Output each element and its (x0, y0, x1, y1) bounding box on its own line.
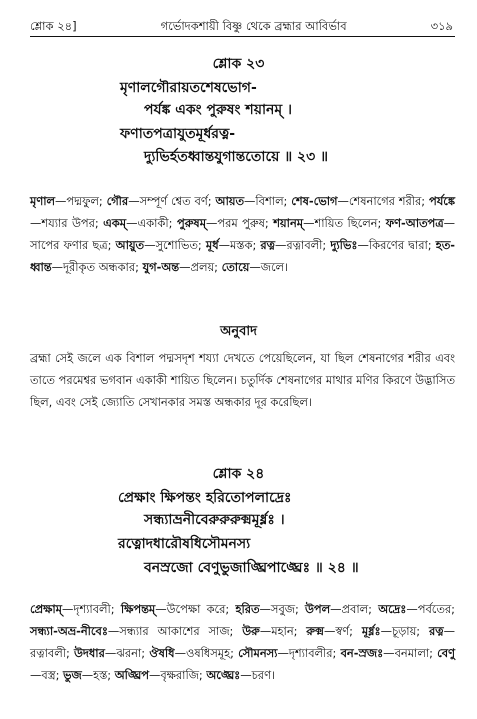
synonyms-24: প্রেক্ষাম্—দৃশ্যাবলী; ক্ষিপন্তম্—উপেক্ষা করে; হরিত—সবুজ; উপল—প্রবাল; অদ্রেঃ—পর্বতের; সন্ধ্যা-অভ্র-নীবেঃ—সন্ধ্যার আকাশের সাজ; উরু—মহান; রুক্ম—স্বর্ণ; মূর্ধ্নঃ—চূড়ায়; রত্ন—রত্নাবলী; উদধার—ঝরনা; ঔষধি—ওষধিসমূহ; সৌমনস্য—দৃশ্যাবলীর; বন-স্রজঃ—বনমালা; বেণু—বস্ত্র; ভুজ—হস্ত; অঙ্ঘ্রিপ—বৃক্ষরাজি; অঙ্ঘ্রেঃ—চরণ। (30, 602, 456, 682)
synonym-word: মূর্ধ (205, 238, 219, 252)
synonym-meaning: বৃক্ষরাজি; (160, 668, 207, 682)
synonym-meaning: রত্নাবলী; (30, 646, 75, 660)
translation-heading: অনুবাদ (220, 324, 257, 339)
synonym-meaning: সাপের ফণার ছত্র; (30, 238, 116, 252)
page-header (30, 18, 453, 37)
synonym-word: রুক্ম (306, 624, 324, 638)
synonym-word: বেণু (437, 646, 456, 660)
synonym-word: অঙ্ঘ্রেঃ (206, 668, 241, 682)
synonym-word: যুগ-অন্ত (142, 260, 180, 274)
verse-24-line-3: রত্নোদধারৌষধিসৌমনস্য (118, 536, 251, 552)
synonym-word: মূর্ধ্নঃ (361, 624, 381, 638)
synonym-meaning: চরণ। (251, 668, 276, 682)
synonym-meaning: পর্বতের; (417, 602, 456, 616)
synonym-word: দ্যুভিঃ (330, 238, 358, 252)
header-chapter-title: গর্ভোদকশায়ী বিষ্ণু থেকে ব্রহ্মার আবির্ভাব (160, 19, 347, 33)
verse-23-line-2: পর্যঙ্ক একং পুরুষং শয়ানম্ । (144, 102, 293, 118)
synonym-meaning: হস্ত; (93, 668, 115, 682)
synonym-meaning: বস্ত্র; (41, 668, 64, 682)
synonym-meaning: একাকী; (137, 216, 177, 230)
synonym-meaning: পরম পুরুষ; (217, 216, 274, 230)
synonym-meaning: ঝরনা; (116, 646, 150, 660)
synonym-meaning: উপেক্ষা করে; (166, 602, 236, 616)
synonym-word: আয়ত (215, 194, 245, 208)
synonym-word: সন্ধ্যা-অভ্র-নীবেঃ (30, 624, 108, 638)
synonym-word: গৌর (106, 194, 129, 208)
synonym-meaning: বিশাল; (255, 194, 292, 208)
synonym-meaning: প্রবাল; (341, 602, 379, 616)
verse-24-line-2: সন্ধ্যাভ্রনীবেরুরুরুক্মমূর্ধ্নঃ । (144, 512, 285, 528)
synonym-word: হরিত (235, 602, 260, 616)
synonym-meaning: দৃশ্যাবলীর; (288, 646, 341, 660)
synonym-word: উপল (305, 602, 331, 616)
synonym-meaning: মস্তক; (229, 238, 261, 252)
synonym-word: রত্ন (260, 238, 276, 252)
synonym-word: অঙ্ঘ্রিপ (114, 668, 149, 682)
verse-23-line-4: দ্যুভির্হতধ্বান্তযুগান্ততোয়ে ॥ ২৩ ॥ (144, 149, 328, 165)
synonym-meaning: সুশোভিত; (155, 238, 206, 252)
verse-24-line-1: প্রেক্ষাং ক্ষিপন্তং হরিতোপলাদ্রেঃ (118, 490, 292, 506)
synonym-word: অদ্রেঃ (378, 602, 407, 616)
synonym-meaning: সম্পূর্ণ শ্বেত বর্ণ; (139, 194, 216, 208)
synonym-word: ফণ-আতপত্র (385, 216, 444, 230)
synonym-word: ক্ষিপন্তম্ (120, 602, 156, 616)
synonym-word: পুরুষম্ (176, 216, 207, 230)
synonym-word: আয়ুত (115, 238, 145, 252)
synonym-meaning: স্বর্ণ; (335, 624, 362, 638)
synonym-word: রত্ন (428, 624, 444, 638)
page-number: ৩১৯ (430, 19, 453, 33)
synonym-word: উরু (242, 624, 260, 638)
synonym-meaning: ওষধিসমূহ; (185, 646, 239, 660)
synonym-meaning: চূড়ায়; (392, 624, 429, 638)
synonym-word: শেষ-ভোগ (291, 194, 338, 208)
synonym-meaning: পদ্মফুল; (66, 194, 107, 208)
header-divider (30, 36, 455, 37)
synonym-meaning: শেষনাগের শরীর; (348, 194, 429, 208)
translation-23: ব্রহ্মা সেই জলে এক বিশাল পদ্মসদৃশ শয্যা দেখতে পেয়েছিলেন, যা ছিল শেষনাগের শরীর এবং তাতে পরমেশ্বর ভগবান একাকী শায়িত ছিলেন। চতুর্দিক শেষনাগের মাথার মণির কিরণে উদ্ভাসিত ছিল, এবং সেই জ্যোতি সেখানকার সমস্ত অন্ধকার দূর করেছিল। (30, 351, 455, 409)
synonym-word: বন-স্রজঃ (340, 646, 384, 660)
synonym-meaning: জলে। (260, 260, 289, 274)
synonym-word: পর্যঙ্কে (428, 194, 455, 208)
synonym-word: ভুজ (63, 668, 82, 682)
synonym-meaning: সবুজ; (270, 602, 306, 616)
synonym-meaning: শয্যার উপর; (41, 216, 104, 230)
verse-23-title: শ্লোক ২৩ (212, 56, 265, 72)
verse-24-line-4: বনস্রজো বেণুভুজাঙ্ঘ্রিপাঙ্ঘ্রেঃ ॥ ২৪ ॥ (144, 560, 359, 576)
synonym-word: মৃণাল (30, 194, 56, 208)
synonym-meaning: প্রলয়; (190, 260, 222, 274)
synonym-word: তোয়ে (221, 260, 250, 274)
synonym-meaning: সন্ধ্যার আকাশের সাজ; (119, 624, 243, 638)
synonym-word: একম্ (103, 216, 127, 230)
verse-23-line-3: ফণাতপত্রাযুতমূর্ধরত্ন- (120, 126, 236, 142)
synonym-word: উদধার (74, 646, 105, 660)
synonym-word: হত-ধ্বান্ত (30, 238, 456, 274)
synonym-meaning: শায়িত ছিলেন; (314, 216, 386, 230)
verse-23-line-1: মৃণালগৌরায়তশেষভোগ- (120, 80, 257, 96)
synonym-word: সৌমনস্য (238, 646, 278, 660)
synonym-meaning: দৃশ্যাবলী; (73, 602, 121, 616)
synonym-meaning: দূরীকৃত অন্ধকার; (63, 260, 143, 274)
synonym-meaning: রত্নাবলী; (286, 238, 331, 252)
synonym-word: প্রেক্ষাম্ (30, 602, 62, 616)
verse-24-title: শ্লোক ২৪ (212, 466, 265, 482)
synonym-word: শয়ানম্ (273, 216, 304, 230)
synonym-meaning: বনমালা; (394, 646, 438, 660)
synonym-meaning: কিরণের দ্বারা; (368, 238, 436, 252)
synonym-meaning: মহান; (271, 624, 307, 638)
header-verse-ref: শ্লোক ২৪] (30, 19, 77, 33)
synonym-word: ঔষধি (149, 646, 175, 660)
synonyms-23: মৃণাল—পদ্মফুল; গৌর—সম্পূর্ণ শ্বেত বর্ণ; আয়ত—বিশাল; শেষ-ভোগ—শেষনাগের শরীর; পর্যঙ্কে—শয্যার উপর; একম্—একাকী; পুরুষম্—পরম পুরুষ; শয়ানম্—শায়িত ছিলেন; ফণ-আতপত্র—সাপের ফণার ছত্র; আয়ুত—সুশোভিত; মূর্ধ—মস্তক; রত্ন—রত্নাবলী; দ্যুভিঃ—কিরণের দ্বারা; হত-ধ্বান্ত—দূরীকৃত অন্ধকার; যুগ-অন্ত—প্রলয়; তোয়ে—জলে। (30, 194, 456, 274)
